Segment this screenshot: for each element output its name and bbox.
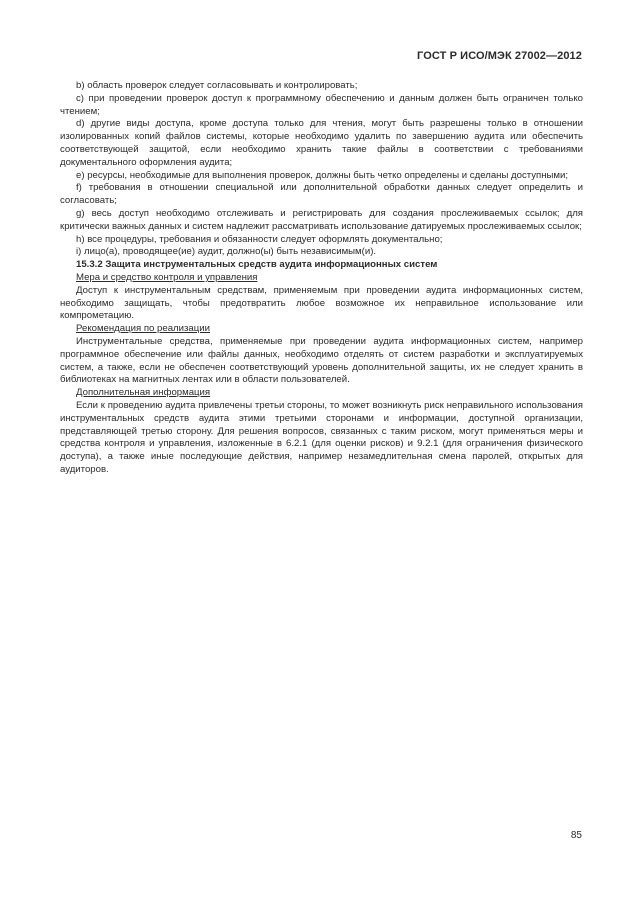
- subheading-additional-info: [60, 387, 583, 400]
- subheading-control-text: Мера и средство контроля и управления: [76, 271, 258, 283]
- subheading-implementation-text: Рекомендация по реализации: [76, 323, 210, 335]
- list-item-b: b) область проверок следует согласовывать и контролировать;: [76, 80, 358, 91]
- additional-info-paragraph: Если к проведению аудита привлечены третьи стороны, то может возникнуть риск неправильного использования инструментальных средств аудита этими третьими сторонами и информации, доступной организации, представляющей третью сторону. Для решения вопросов, связанных с таким риском, могут применяться меры и средства контроля и управления, изложенные в 6.2.1 (для оценки рисков) и 9.2.1 (для ограничения физического доступа), а также иные последующие действия, например незамедлительная смена паролей, открытых для аудиторов.: [60, 399, 583, 475]
- list-item-c: c) при проведении проверок доступ к программному обеспечению и данным должен быть ограничен только чтением;: [60, 92, 583, 117]
- list-item-f: f) требования в отношении специальной или дополнительной обработки данных следует определить и согласовать;: [60, 182, 583, 207]
- list-item-d: d) другие виды доступа, кроме доступа только для чтения, могут быть разрешены только в отношении изолированных копий файлов системы, которые необходимо удалить по завершению аудита или обеспечить соответствующей защитой, если необходимо хранить такие файлы в соответствии с требованиями документального оформления аудита;: [60, 118, 583, 168]
- document-header: ГОСТ Р ИСО/МЭК 27002—2012: [417, 50, 582, 62]
- implementation-paragraph: Инструментальные средства, применяемые при проведении аудита информационных систем, например программное обеспечение или файлы данных, необходимо отделять от систем разработки и эксплуатируемых систем, а также, если не обеспечен соответствующий уровень дополнительной защиты, их не следует хранить в библиотеках на магнитных лентах или в области пользователей.: [60, 335, 583, 386]
- section-heading: 15.3.2 Защита инструментальных средств аудита информационных систем: [76, 259, 438, 271]
- list-item-g: g) весь доступ необходимо отслеживать и регистрировать для создания прослеживаемых ссылок; для критически важных данных и систем надлежит рассматривать использование датируемых прослеживаемых ссылок;: [60, 207, 583, 232]
- subheading-control: [60, 272, 583, 285]
- page-number: 85: [570, 830, 582, 841]
- subheading-additional-info-text: Дополнительная информация: [76, 387, 211, 399]
- document-body: [60, 80, 583, 477]
- list-item-h: h) все процедуры, требования и обязанности следует оформлять документально;: [76, 233, 443, 245]
- subheading-implementation: [60, 323, 583, 336]
- list-item-e: e) ресурсы, необходимые для выполнения проверок, должны быть четко определены и сделаны доступными;: [76, 169, 569, 181]
- control-paragraph: Доступ к инструментальным средствам, применяемым при проведении аудита информационных систем, необходимо защищать, чтобы предотвратить любое возможное их неправильное использование или компрометацию.: [60, 284, 583, 322]
- list-item-i: i) лицо(а), проводящее(ие) аудит, должно(ы) быть независимым(и).: [76, 246, 377, 258]
